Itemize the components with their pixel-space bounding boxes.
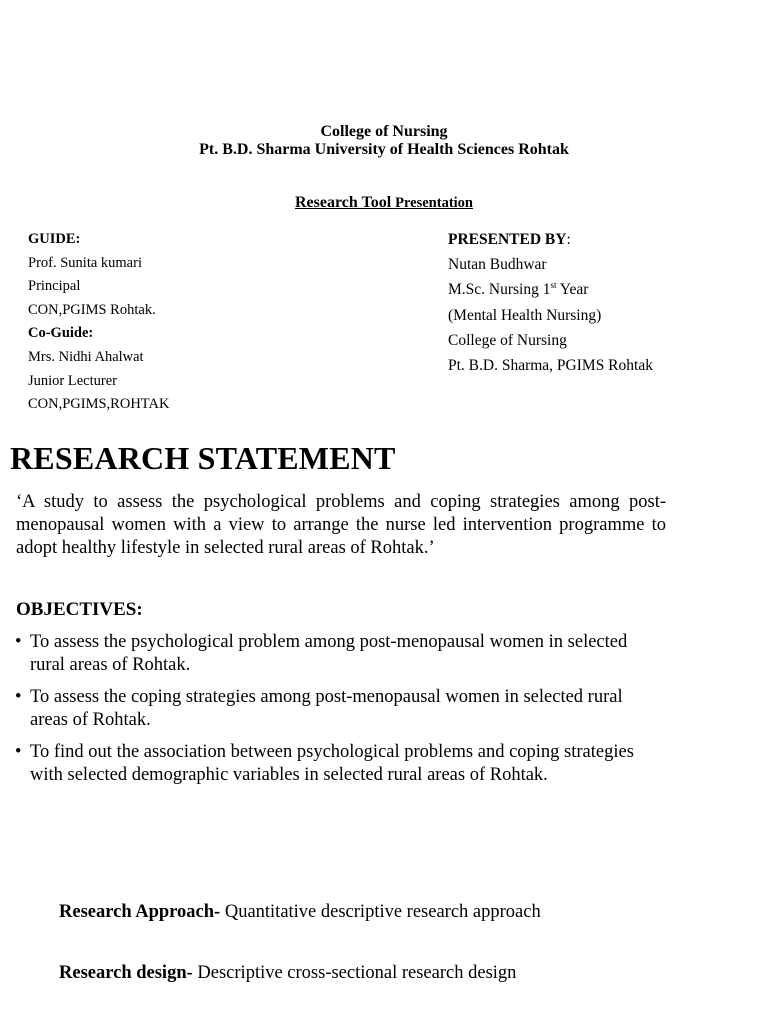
- objective-text: To assess the psychological problem among post-menopausal women in selected rural areas of Rohtak.: [30, 632, 628, 675]
- research-design: [59, 963, 516, 984]
- guide-label: GUIDE:: [28, 231, 81, 247]
- presenter-institute: Pt. B.D. Sharma, PGIMS Rohtak: [448, 357, 653, 375]
- objective-item: [15, 741, 665, 787]
- presenter-block: [448, 227, 653, 378]
- presenter-label: PRESENTED BY: [448, 231, 567, 248]
- presenter-name: Nutan Budhwar: [448, 256, 547, 274]
- co-guide-label: Co-Guide:: [28, 325, 94, 342]
- guide-designation: Principal: [28, 278, 81, 295]
- co-guide-institute: CON,PGIMS,ROHTAK: [28, 396, 170, 413]
- course-sup: st: [550, 280, 557, 291]
- objective-text: To find out the association between psychological problems and coping strategies with selected demographic variables in selected rural areas of Rohtak.: [30, 742, 634, 785]
- tool-title-main: Research Tool: [294, 194, 396, 211]
- co-guide-name: Mrs. Nidhi Ahalwat: [28, 348, 144, 365]
- approach-label: Research Approach-: [59, 902, 221, 922]
- guide-institute: CON,PGIMS Rohtak.: [28, 301, 156, 318]
- design-label: Research design-: [59, 963, 193, 983]
- presenter-heading: [448, 227, 653, 252]
- guide-name: Prof. Sunita kumari: [28, 254, 142, 271]
- course-year: Year: [556, 281, 589, 299]
- statement-title: RESEARCH STATEMENT: [10, 440, 396, 476]
- design-value: Descriptive cross-sectional research design: [192, 963, 517, 983]
- statement-text: ‘A study to assess the psychological problems and coping strategies among post-menopausal women with a view to arrange the nurse led intervention programme to adopt healthy lifestyle in selected rural areas of Rohtak.’: [16, 492, 666, 558]
- presenter-college: College of Nursing: [448, 331, 567, 349]
- tool-title: [0, 194, 768, 212]
- objective-item: [15, 686, 665, 732]
- presenter-course: [448, 277, 653, 302]
- guide-block: [28, 228, 169, 417]
- university-name: Pt. B.D. Sharma University of Health Sciences Rohtak: [199, 141, 569, 158]
- presenter-colon: :: [566, 231, 571, 248]
- co-guide-designation: Junior Lecturer: [28, 372, 117, 389]
- research-approach: [59, 902, 541, 923]
- objective-item: [15, 631, 665, 677]
- tool-title-sub: Presentation: [395, 195, 474, 211]
- objectives-list: [15, 631, 665, 796]
- college-name: College of Nursing: [320, 123, 448, 140]
- objectives-title: OBJECTIVES:: [16, 599, 143, 620]
- bullet-icon: •: [15, 632, 22, 652]
- course-text: M.Sc. Nursing 1: [448, 281, 551, 299]
- approach-value: Quantitative descriptive research approach: [220, 902, 541, 922]
- objective-text: To assess the coping strategies among post-menopausal women in selected rural areas of Rohtak.: [30, 687, 623, 730]
- presenter-specialty: (Mental Health Nursing): [448, 306, 602, 324]
- bullet-icon: •: [15, 742, 22, 762]
- bullet-icon: •: [15, 687, 22, 707]
